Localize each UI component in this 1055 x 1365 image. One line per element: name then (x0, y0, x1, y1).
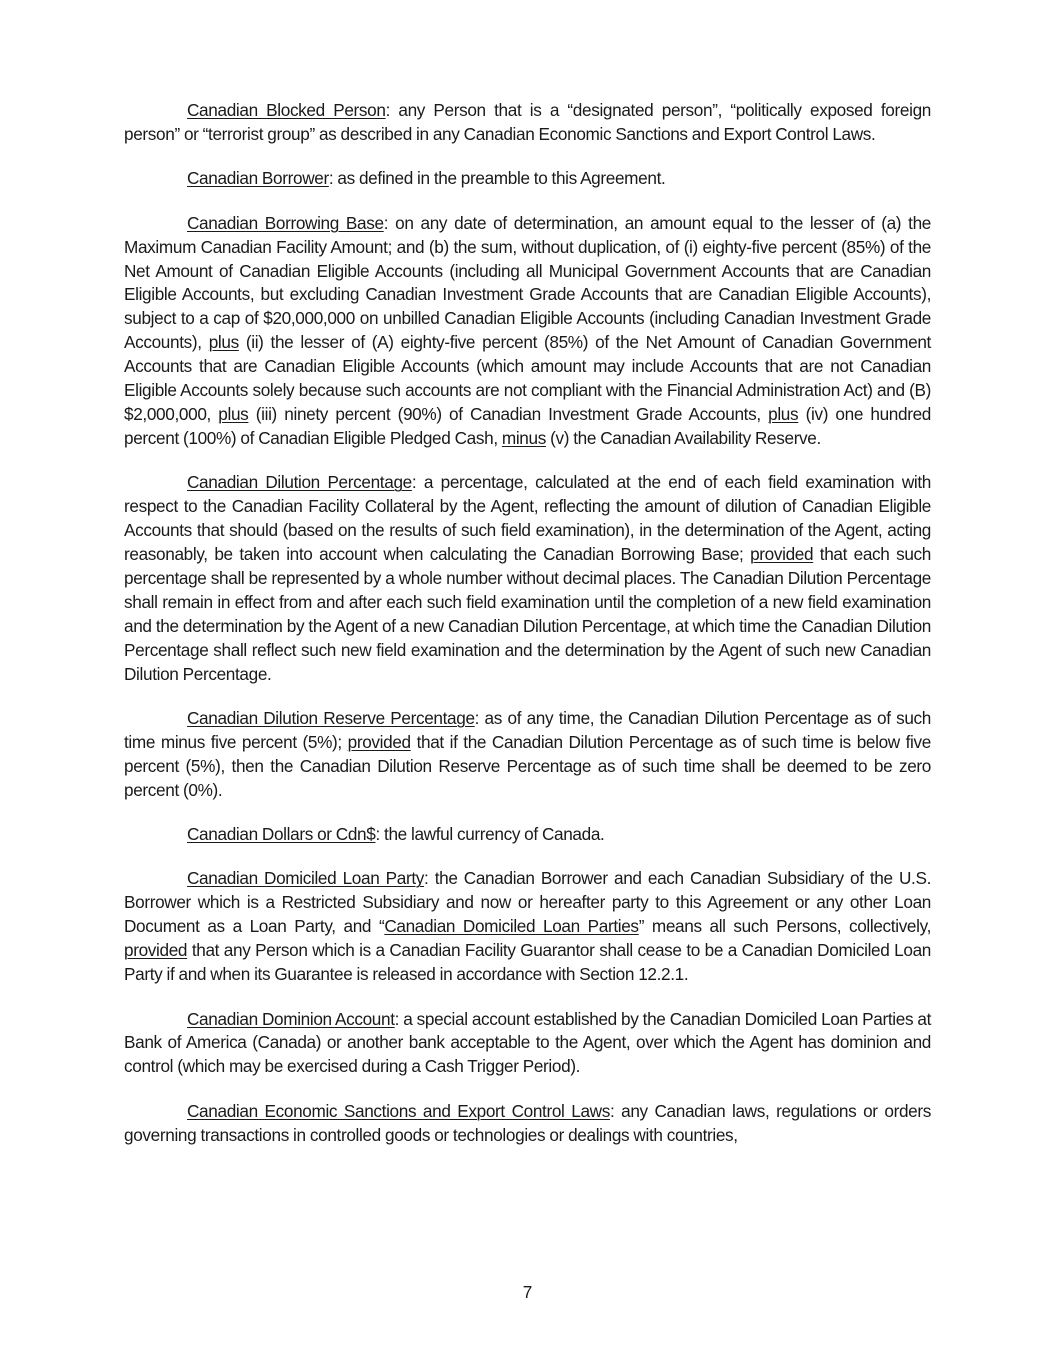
defined-term-inline: Canadian Domiciled Loan Parties (384, 916, 639, 937)
definition-canadian-dilution-reserve-percentage: Canadian Dilution Reserve Percentage: as of any time, the Canadian Dilution Percentage as of such time minus five percent (5%); provided that if the Canadian Dilution Percentage as of such time is below five percent (5%), then the Canadian Dilution Reserve Percentage as of such time shall be deemed to be zero percent (0%). (124, 707, 931, 800)
emphasis-provided: provided (750, 544, 814, 564)
definition-canadian-domiciled-loan-party: Canadian Domiciled Loan Party: the Canadian Borrower and each Canadian Subsidiary of the U.S. Borrower which is a Restricted Subsidiary and now or hereafter party to this Agreement or any other Loan Document as a Loan Party, and “Canadian Domiciled Loan Parties” means all such Persons, collectively, provided that any Person which is a Canadian Facility Guarantor shall cease to be a Canadian Domiciled Loan Party if and when its Guarantee is released in accordance with Section 12.2.1. (124, 868, 932, 985)
definition-canadian-dominion-account: Canadian Dominion Account: a special account established by the Canadian Domiciled Loan Parties at Bank of America (Canada) or another bank acceptable to the Agent, over which the Agent has dominion and control (which may be exercised during a Cash Trigger Period). (124, 1008, 931, 1077)
emphasis-plus: plus (768, 403, 799, 424)
defined-term: Canadian Dilution Reserve Percentage (187, 707, 475, 728)
definition-canadian-blocked-person: Canadian Blocked Person: any Person that is a “designated person”, “politically exposed foreign person” or “terrorist group” as described in any Canadian Economic Sanctions and Export Control Laws. (124, 100, 931, 144)
emphasis-minus: minus (501, 427, 546, 448)
defined-term: Canadian Blocked Person (187, 100, 386, 120)
defined-term: Canadian Borrower (187, 168, 329, 189)
defined-term: Canadian Dominion Account (187, 1008, 395, 1029)
definition-canadian-economic-sanctions: Canadian Economic Sanctions and Export Control Laws: any Canadian laws, regulations or orders governing transactions in controlled goods or technologies or dealings with countries, (124, 1100, 931, 1145)
emphasis-provided: provided (124, 940, 188, 961)
definition-canadian-dollars: Canadian Dollars or Cdn$: the lawful currency of Canada. (187, 824, 605, 845)
emphasis-plus: plus (208, 332, 239, 353)
defined-term: Canadian Borrowing Base (187, 212, 384, 233)
definition-canadian-borrowing-base: Canadian Borrowing Base: on any date of determination, an amount equal to the lesser of (a) the Maximum Canadian Facility Amount; and (b) the sum, without duplication, of (i) eighty-five percent (85%) of the Net Amount of Canadian Eligible Accounts (including all Municipal Government Accounts that are Canadian Eligible Accounts, but excluding Canadian Investment Grade Accounts that are Canadian Eligible Accounts), subject to a cap of $20,000,000 on unbilled Canadian Eligible Accounts (including Canadian Investment Grade Accounts), plus (ii) the lesser of (A) eighty-five percent (85%) of the Net Amount of Canadian Government Accounts that are Canadian Eligible Accounts (which amount may include Accounts that are not Canadian Eligible Accounts solely because such accounts are not compliant with the Financial Administration Act) and (B) $2,000,000, plus (iii) ninety percent (90%) of Canadian Investment Grade Accounts, plus (iv) one hundred percent (100%) of Canadian Eligible Pledged Cash, minus (v) the Canadian Availability Reserve. (124, 212, 932, 448)
page-number: 7 (522, 1282, 533, 1302)
emphasis-plus: plus (218, 403, 249, 424)
emphasis-provided: provided (347, 731, 411, 752)
defined-term: Canadian Dollars or Cdn$ (187, 824, 376, 845)
definition-canadian-dilution-percentage: Canadian Dilution Percentage: a percentage, calculated at the end of each field examination with respect to the Canadian Facility Collateral by the Agent, reflecting the amount of dilution of Canadian Eligible Accounts that should (based on the results of such field examination), in the determination of the Agent, acting reasonably, be taken into account when calculating the Canadian Borrowing Base; provided that each such percentage shall be represented by a whole number without decimal places. The Canadian Dilution Percentage shall remain in effect from and after each such field examination until the completion of a new field examination and the determination by the Agent of a new Canadian Dilution Percentage, at which time the Canadian Dilution Percentage shall reflect such new field examination and the determination by the Agent of such new Canadian Dilution Percentage. (124, 472, 932, 684)
defined-term: Canadian Domiciled Loan Party (187, 868, 425, 889)
document-page (124, 99, 931, 1168)
defined-term: Canadian Economic Sanctions and Export Control Laws (187, 1100, 610, 1121)
definition-canadian-borrower: Canadian Borrower: as defined in the preamble to this Agreement. (187, 168, 666, 189)
defined-term: Canadian Dilution Percentage (187, 472, 412, 493)
